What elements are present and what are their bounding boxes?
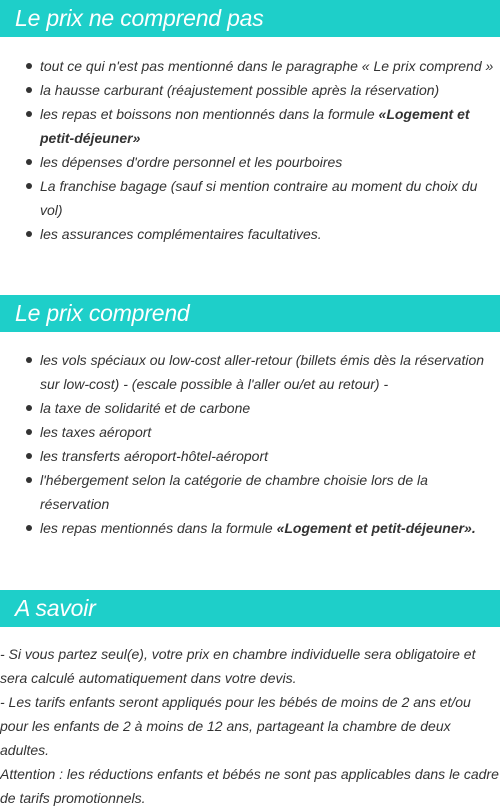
list-item-meals [0,102,500,150]
list-item: la taxe de solidarité et de carbone [0,396,500,420]
section-title-info: A savoir [0,590,500,627]
meals-formula: «Logement et petit-déjeuner» [40,106,470,146]
includes-list [0,348,500,540]
list-item: les dépenses d'ordre personnel et les pourboires [0,150,500,174]
meals-text: les repas et boissons non mentionnés dans la formule [40,106,379,122]
section-title-excludes: Le prix ne comprend pas [0,0,500,37]
list-item: les transferts aéroport-hôtel-aéroport [0,444,500,468]
list-item: la hausse carburant (réajustement possible après la réservation) [0,78,500,102]
info-text [0,642,500,810]
list-item: l'hébergement selon la catégorie de chambre choisie lors de la réservation [0,468,500,516]
meals-text: les repas mentionnés dans la formule [40,520,277,536]
info-line: - Si vous partez seul(e), votre prix en chambre individuelle sera obligatoire et sera calculé automatiquement dans votre devis. [0,646,476,686]
meals-formula: «Logement et petit-déjeuner». [276,520,476,536]
list-item: La franchise bagage (sauf si mention contraire au moment du choix du vol) [0,174,500,222]
list-item: tout ce qui n'est pas mentionné dans le paragraphe « Le prix comprend » [0,54,500,78]
list-item: les taxes aéroport [0,420,500,444]
list-item: les vols spéciaux ou low-cost aller-retour (billets émis dès la réservation sur low-cost) - (escale possible à l'aller ou/et au retour) - [0,348,500,396]
list-item-meals [0,516,500,540]
list-item: les assurances complémentaires facultatives. [0,222,500,246]
info-line: - Les tarifs enfants seront appliqués pour les bébés de moins de 2 ans et/ou pour les enfants de 2 à moins de 12 ans, partageant la chambre de deux adultes. [0,694,471,758]
excludes-list [0,54,500,246]
section-title-includes: Le prix comprend [0,295,500,332]
info-line: Attention : les réductions enfants et bébés ne sont pas applicables dans le cadre de tarifs promotionnels. [0,766,499,806]
